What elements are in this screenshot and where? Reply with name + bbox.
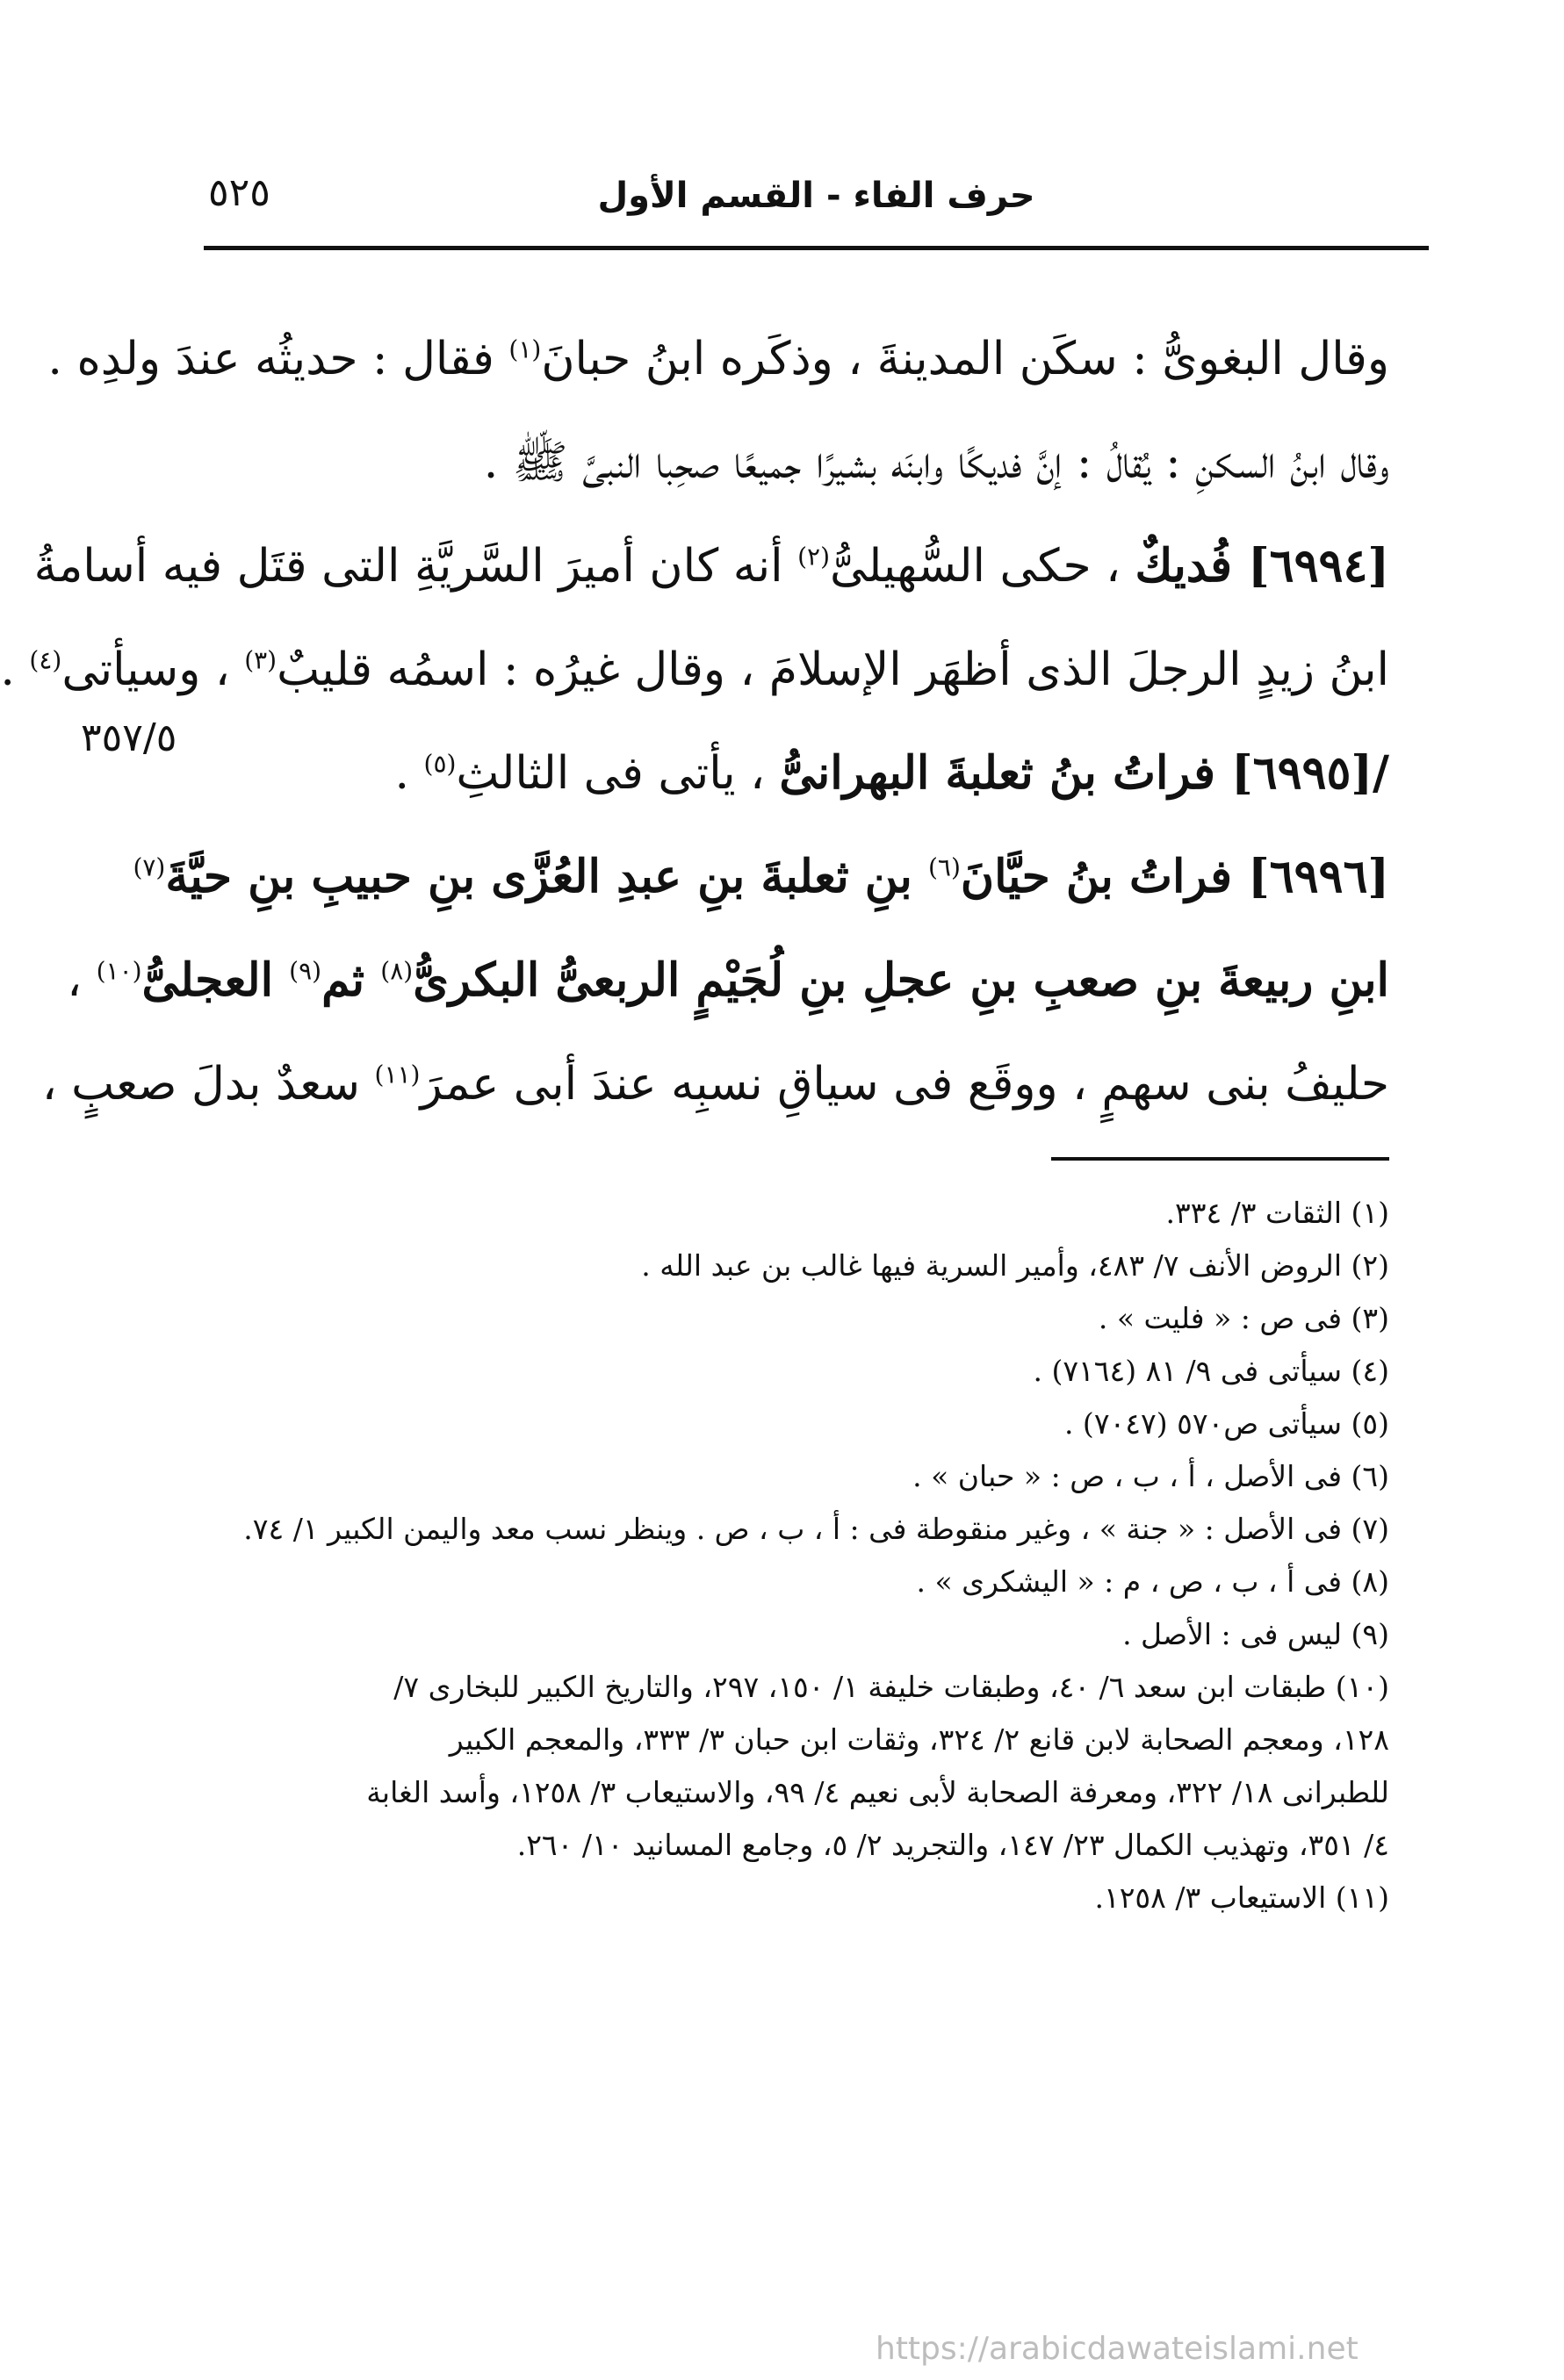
entry-number: [٦٩٩٦]	[1248, 850, 1389, 903]
footnote-2: (٢) الروض الأنف ٧/ ٤٨٣، وأمير السرية فيها غالب بن عبد الله .	[641, 1248, 1389, 1283]
text-line-1: وقال البغوىُّ : سكَن المدينةَ ، وذكَره ابنُ حبانَ$^{(١)}$ فقال : حديثُه عندَ ولدِه .	[47, 333, 1389, 385]
footnote-ref[interactable]: (٥)	[423, 749, 457, 779]
footnote-ref[interactable]: (٨)	[380, 956, 414, 986]
page-number: ٥٢٥	[208, 170, 270, 215]
footnote-11: (١١) الاستيعاب ٣/ ١٢٥٨.	[1094, 1880, 1389, 1915]
footnote-ref[interactable]: (٦)	[927, 852, 961, 882]
text-line-8: حليفُ بنى سهمٍ ، ووقَع فى سياقِ نسبِه عندَ أبى عمرَ$^{(١١)}$ سعدٌ بدلَ صعبٍ ،	[41, 1058, 1389, 1111]
footnotes	[195, 1187, 1389, 1924]
entry-6996: [٦٩٩٦] فراتُ بنُ حيَّانَ$^{(٦)}$ بنِ ثعلبةَ بنِ عبدِ العُزَّى بنِ حبيبِ بنِ حيَّةَ$^{(٧)}$	[133, 850, 1389, 903]
footnote-9: (٩) ليس فى : الأصل .	[1122, 1617, 1389, 1651]
footnote-6: (٦) فى الأصل ، أ ، ب ، ص : « حبان » .	[912, 1459, 1389, 1493]
footnote-ref[interactable]: (٧)	[133, 852, 166, 882]
text-line-7: ابنِ ربيعةَ بنِ صعبِ بنِ عجلِ بنِ لُجَيْمٍ الربعىُّ البكرىُّ$^{(٨)}$ ثم$^{(٩)}$ العجلىُّ$^{(١٠)}$ ،	[67, 953, 1389, 1007]
text-line-4: ابنُ زيدٍ الرجلَ الذى أظهَر الإسلامَ ، وقال غيرُه : اسمُه قليبٌ$^{(٣)}$ ، وسيأتى$^{(٤)}$ .	[0, 644, 1389, 696]
footnote-10-continued: ١٢٨، ومعجم الصحابة لابن قانع ٢/ ٣٢٤، وثقات ابن حبان ٣/ ٣٣٣، والمعجم الكبير	[449, 1722, 1389, 1757]
footnote-ref[interactable]: (٩)	[289, 956, 322, 986]
footnote-10-continued: ٤/ ٣٥١، وتهذيب الكمال ٢٣/ ١٤٧، والتجريد ٢/ ٥، وجامع المسانيد ١٠/ ٢٦٠.	[516, 1828, 1389, 1862]
text-line-2: وقال ابنُ السكنِ : يُقالُ : إنَّ فديكًا وابنَه بشيرًا جميعًا صحِبا النبىَّ ﷺ .	[483, 436, 1389, 489]
entry-name: فراتُ بنُ حيَّانَ	[960, 850, 1249, 903]
footnote-4: (٤) سيأتى فى ٩/ ٨١ (٧١٦٤) .	[1033, 1354, 1389, 1388]
entry-name: فراتُ بنُ ثعلبةَ البهرانىُّ	[779, 746, 1232, 800]
footnote-10-continued: للطبرانى ١٨/ ٣٢٢، ومعرفة الصحابة لأبى نعيم ٤/ ٩٩، والاستيعاب ٣/ ١٢٥٨، وأسد الغابة	[366, 1775, 1389, 1809]
footnote-ref[interactable]: (٤)	[29, 645, 62, 675]
footnote-ref[interactable]: (٣)	[244, 645, 277, 675]
footnote-ref[interactable]: (١)	[508, 334, 542, 364]
watermark-url: https://arabicdawateislami.net	[876, 2331, 1359, 2367]
entry-6995: /[٦٩٩٥] فراتُ بنُ ثعلبةَ البهرانىُّ ، يأتى فى الثالثِ$^{(٥)}$ .	[394, 746, 1389, 800]
entry-number: [٦٩٩٤]	[1248, 539, 1389, 593]
entry-name: فُديكٌ	[1135, 539, 1249, 593]
footnote-1: (١) الثقات ٣/ ٣٣٤.	[1165, 1196, 1389, 1230]
footnote-7: (٧) فى الأصل : « جنة » ، وغير منقوطة فى : أ ، ب ، ص . وينظر نسب معد واليمن الكبير ١/ ٧٤.	[243, 1512, 1389, 1546]
entry-6994: [٦٩٩٤] فُديكٌ ، حكى السُّهيلىُّ$^{(٢)}$ أنه كان أميرَ السَّريَّةِ التى قتَل فيه أسامةُ	[33, 539, 1389, 593]
footnote-ref[interactable]: (٢)	[797, 542, 831, 572]
entry-number: /[٦٩٩٥]	[1231, 746, 1389, 800]
footnote-10: (١٠) طبقات ابن سعد ٦/ ٤٠، وطبقات خليفة ١/ ١٥٠، ٢٩٧، والتاريخ الكبير للبخارى ٧/	[393, 1670, 1389, 1704]
footnote-ref[interactable]: (١١)	[374, 1060, 421, 1089]
footnote-8: (٨) فى أ ، ب ، ص ، م : « اليشكرى » .	[916, 1564, 1389, 1599]
margin-volume-page-note: ٣٥٧/٥	[81, 715, 177, 760]
page-header	[204, 167, 1429, 250]
footnote-5: (٥) سيأتى ص٥٧٠ (٧٠٤٧) .	[1063, 1406, 1389, 1441]
footnote-ref[interactable]: (١٠)	[96, 956, 142, 986]
footnote-3: (٣) فى ص : « فليت » .	[1098, 1301, 1389, 1335]
footnote-separator	[1051, 1157, 1389, 1161]
running-title: حرف الفاء - القسم الأول	[597, 176, 1035, 216]
